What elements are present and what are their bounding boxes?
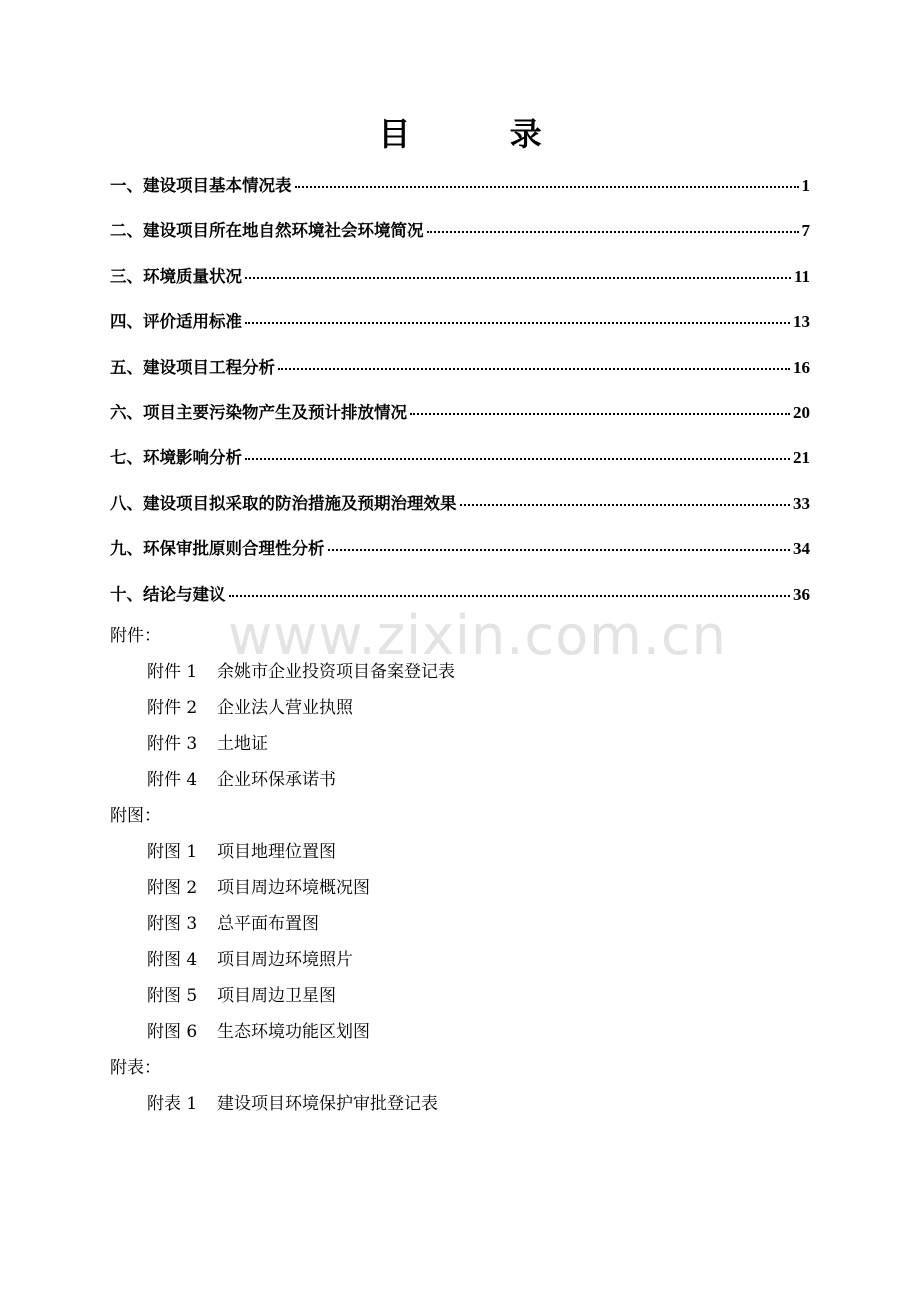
figure-code: 附图 2 <box>147 878 198 898</box>
figure-item <box>110 876 810 912</box>
attachment-name: 企业法人营业执照 <box>217 698 353 718</box>
page-title: 目 录 <box>378 115 586 153</box>
figure-item <box>110 948 810 984</box>
figure-item <box>110 912 810 948</box>
table-name: 建设项目环境保护审批登记表 <box>217 1094 438 1114</box>
figure-item <box>110 1020 810 1056</box>
toc-entry[interactable] <box>110 577 810 622</box>
attachment-code: 附件 2 <box>147 698 198 718</box>
figure-code: 附图 6 <box>147 1022 198 1042</box>
table-item <box>110 1092 810 1128</box>
figure-item <box>110 984 810 1020</box>
toc-entry[interactable] <box>110 350 810 395</box>
table-of-contents <box>110 168 810 622</box>
toc-entry-page: 21 <box>793 448 810 468</box>
toc-leader-dots <box>328 549 791 551</box>
toc-entry-page: 20 <box>793 402 810 422</box>
figure-code: 附图 5 <box>147 986 198 1006</box>
attachment-name: 土地证 <box>217 734 268 754</box>
toc-leader-dots <box>460 504 791 506</box>
toc-entry-label: 二、建设项目所在地自然环境社会环境简况 <box>110 221 424 241</box>
toc-entry[interactable] <box>110 168 810 213</box>
toc-leader-dots <box>245 458 790 460</box>
attachment-name: 企业环保承诺书 <box>217 770 336 790</box>
toc-leader-dots <box>245 322 790 324</box>
toc-entry-page: 13 <box>793 312 810 332</box>
attachments-heading: 附件： <box>110 626 161 646</box>
attachment-item <box>110 732 810 768</box>
toc-leader-dots <box>410 413 790 415</box>
figure-name: 项目周边环境照片 <box>217 950 353 970</box>
attachment-item <box>110 768 810 804</box>
toc-leader-dots <box>245 277 791 279</box>
attachment-code: 附件 4 <box>147 770 198 790</box>
attachment-code: 附件 1 <box>147 662 198 682</box>
figure-code: 附图 4 <box>147 950 198 970</box>
attachment-item <box>110 660 810 696</box>
watermark: www.zixin.com.cn <box>228 604 727 667</box>
toc-entry-label: 八、建设项目拟采取的防治措施及预期治理效果 <box>110 493 457 513</box>
toc-entry-label: 七、环境影响分析 <box>110 448 242 468</box>
figure-code: 附图 3 <box>147 914 198 934</box>
toc-entry-page: 33 <box>793 493 810 513</box>
figure-name: 项目地理位置图 <box>217 842 336 862</box>
toc-entry-page: 16 <box>793 357 810 377</box>
toc-entry[interactable] <box>110 213 810 258</box>
toc-entry[interactable] <box>110 531 810 576</box>
toc-entry-page: 1 <box>801 176 810 195</box>
attachment-item <box>110 696 810 732</box>
toc-leader-dots <box>278 368 790 370</box>
toc-entry-label: 四、评价适用标准 <box>110 312 242 332</box>
attachment-code: 附件 3 <box>147 734 198 754</box>
tables-section <box>110 1056 810 1128</box>
figure-name: 项目周边环境概况图 <box>217 878 370 898</box>
figure-name: 项目周边卫星图 <box>217 986 336 1006</box>
toc-entry-label: 一、建设项目基本情况表 <box>110 176 292 195</box>
figures-heading: 附图： <box>110 806 161 826</box>
toc-entry-label: 九、环保审批原则合理性分析 <box>110 539 325 559</box>
toc-entry[interactable] <box>110 304 810 349</box>
toc-entry[interactable] <box>110 259 810 304</box>
figures-section <box>110 804 810 1056</box>
attachments-section <box>110 624 810 804</box>
toc-entry-page: 11 <box>793 266 810 286</box>
table-code: 附表 1 <box>147 1094 198 1114</box>
toc-entry-label: 五、建设项目工程分析 <box>110 357 275 377</box>
toc-entry[interactable] <box>110 486 810 531</box>
toc-entry[interactable] <box>110 440 810 485</box>
toc-entry-label: 六、项目主要污染物产生及预计排放情况 <box>110 402 407 422</box>
toc-leader-dots <box>427 231 799 233</box>
toc-entry-page: 34 <box>793 539 810 559</box>
figure-name: 总平面布置图 <box>217 914 319 934</box>
toc-leader-dots <box>295 186 799 188</box>
toc-entry[interactable] <box>110 395 810 440</box>
figure-item <box>110 840 810 876</box>
toc-entry-page: 36 <box>793 584 810 604</box>
toc-leader-dots <box>229 595 791 597</box>
tables-heading: 附表： <box>110 1058 161 1078</box>
figure-code: 附图 1 <box>147 842 198 862</box>
attachment-name: 余姚市企业投资项目备案登记表 <box>217 662 455 682</box>
toc-entry-page: 7 <box>801 221 810 241</box>
figure-name: 生态环境功能区划图 <box>217 1022 370 1042</box>
toc-entry-label: 十、结论与建议 <box>110 584 226 604</box>
toc-entry-label: 三、环境质量状况 <box>110 266 242 286</box>
